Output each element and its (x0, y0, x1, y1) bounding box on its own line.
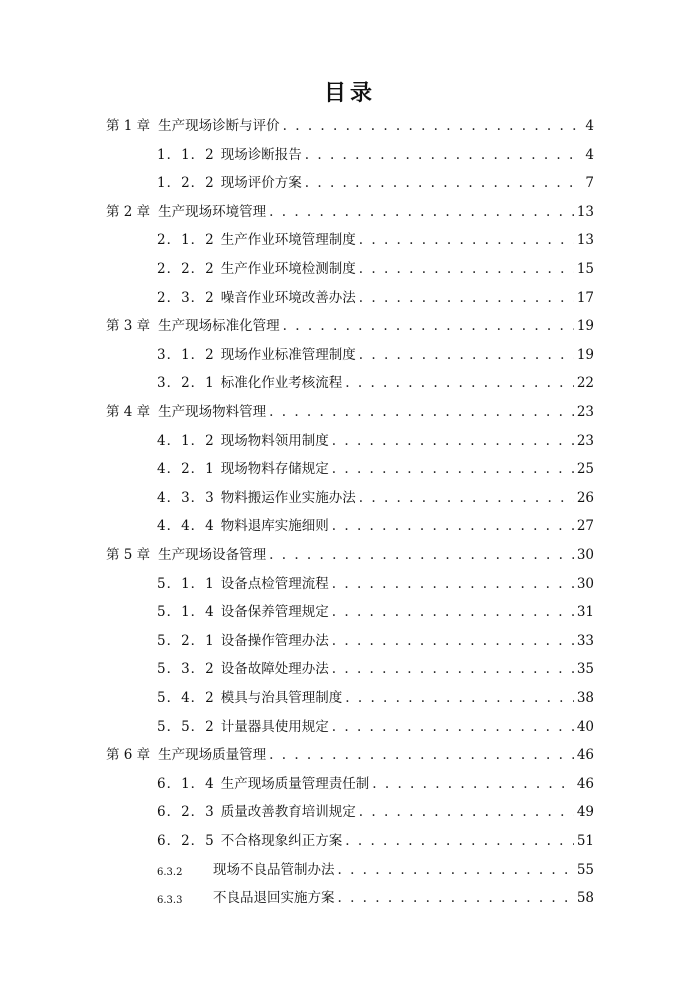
toc-page-number: 30 (576, 575, 594, 592)
toc-entry-title: 生产现场诊断与评价 (158, 118, 280, 134)
toc-leader-dots (269, 404, 574, 420)
toc-entry-number: 3．2．1 (157, 375, 215, 392)
toc-page-number: 58 (576, 890, 594, 907)
toc-entry-number: 第 4 章 (106, 404, 151, 420)
toc-chapter-entry[interactable] (0, 112, 700, 134)
toc-section-entry[interactable] (0, 856, 700, 878)
toc-leader-dots (359, 261, 574, 277)
toc-entry-number: 第 1 章 (106, 118, 151, 134)
toc-entry-title: 物料搬运作业实施办法 (220, 489, 356, 506)
toc-entry-number: 6．1．4 (157, 775, 215, 792)
toc-leader-dots (345, 690, 574, 706)
toc-leader-dots (359, 804, 574, 820)
toc-chapter-entry[interactable] (0, 198, 700, 220)
toc-entry-number: 第 5 章 (106, 547, 151, 563)
toc-entry-title: 质量改善教育培训规定 (220, 804, 356, 821)
toc-section-entry[interactable] (0, 169, 700, 191)
toc-entry-title: 现场物料存储规定 (220, 461, 329, 478)
toc-leader-dots (332, 576, 574, 592)
toc-leader-dots (359, 347, 574, 363)
toc-page-number: 4 (585, 118, 594, 134)
toc-section-entry[interactable] (0, 798, 700, 820)
toc-entry-number: 5．2．1 (157, 632, 215, 649)
toc-page-number: 40 (576, 718, 594, 735)
toc-entry-number: 5．1．1 (157, 575, 215, 592)
toc-entry-title: 不合格现象纠正方案 (220, 833, 343, 849)
toc-leader-dots (345, 833, 574, 849)
toc-page-number: 46 (576, 747, 594, 764)
toc-entry-number: 5．4．2 (157, 690, 215, 706)
toc-entry-number: 6．2．5 (157, 833, 215, 849)
toc-section-entry[interactable] (0, 655, 700, 677)
toc-leader-dots (338, 862, 574, 878)
toc-entry-title: 现场物料领用制度 (220, 432, 329, 449)
toc-page-number: 13 (576, 203, 594, 220)
toc-leader-dots (332, 461, 574, 477)
toc-entry-title: 生产现场设备管理 (158, 547, 267, 563)
toc-leader-dots (372, 776, 574, 792)
toc-section-entry[interactable] (0, 226, 700, 248)
toc-leader-dots (283, 318, 574, 334)
toc-page-number: 27 (576, 518, 594, 535)
toc-page-number: 7 (585, 175, 594, 192)
toc-page-number: 30 (576, 547, 594, 563)
toc-chapter-entry[interactable] (0, 312, 700, 334)
toc-page-number: 31 (576, 604, 594, 621)
toc-page-number: 19 (576, 346, 594, 363)
toc-entry-title: 生产现场物料管理 (158, 404, 267, 420)
toc-entry-title: 设备保养管理规定 (220, 604, 329, 621)
toc-section-entry[interactable] (0, 684, 700, 706)
toc-entry-number: 5．5．2 (157, 718, 215, 735)
toc-page-number: 51 (576, 833, 594, 849)
toc-section-entry[interactable] (0, 884, 700, 906)
toc-page-number: 15 (576, 261, 594, 277)
toc-leader-dots (283, 118, 583, 134)
toc-entry-title: 模具与治具管理制度 (220, 690, 343, 706)
toc-entry-number: 第 6 章 (106, 747, 151, 764)
toc-page-number: 23 (576, 432, 594, 449)
toc-leader-dots (359, 490, 574, 506)
toc-entry-number: 1．1．2 (157, 146, 215, 163)
toc-entry-title: 物料退库实施细则 (220, 518, 329, 535)
toc-entry-number: 2．1．2 (157, 232, 215, 249)
toc-leader-dots (345, 375, 574, 391)
toc-entry-number: 5．3．2 (157, 661, 215, 678)
toc-entry-title: 现场不良品管制办法 (213, 861, 335, 878)
toc-section-entry[interactable] (0, 141, 700, 163)
toc-entry-number: 1．2．2 (157, 175, 215, 192)
toc-entry-number: 2．2．2 (157, 261, 215, 277)
toc-chapter-entry[interactable] (0, 398, 700, 420)
toc-leader-dots (269, 547, 574, 563)
toc-leader-dots (305, 147, 583, 163)
toc-leader-dots (305, 175, 583, 191)
toc-title: 目录 (323, 81, 376, 106)
toc-entry-title: 生产现场环境管理 (158, 203, 267, 220)
toc-section-entry[interactable] (0, 484, 700, 506)
toc-entry-title: 标准化作业考核流程 (220, 375, 343, 392)
toc-section-entry[interactable] (0, 255, 700, 277)
toc-entry-title: 不良品退回实施方案 (213, 890, 335, 907)
toc-entry-title: 现场作业标准管理制度 (220, 346, 356, 363)
toc-section-entry[interactable] (0, 284, 700, 306)
toc-page-number: 33 (576, 632, 594, 649)
toc-entry-title: 生产现场标准化管理 (158, 318, 280, 335)
toc-entry-number: 6．2．3 (157, 804, 215, 821)
toc-leader-dots (269, 747, 574, 763)
toc-entry-number: 4．3．3 (157, 489, 215, 506)
toc-section-entry[interactable] (0, 627, 700, 649)
toc-leader-dots (269, 204, 574, 220)
toc-entry-title: 设备操作管理办法 (220, 632, 329, 649)
toc-entry-number: 3．1．2 (157, 346, 215, 363)
toc-page-number: 46 (576, 775, 594, 792)
toc-chapter-entry[interactable] (0, 541, 700, 563)
toc-section-entry[interactable] (0, 713, 700, 735)
toc-page-number: 25 (576, 461, 594, 478)
toc-section-entry[interactable] (0, 427, 700, 449)
toc-entry-number: 2．3．2 (157, 289, 215, 306)
toc-page-number: 49 (576, 804, 594, 821)
toc-entry-number: 4．1．2 (157, 432, 215, 449)
toc-entry-title: 生产现场质量管理 (158, 747, 267, 764)
toc-entry-title: 设备点检管理流程 (220, 575, 329, 592)
toc-leader-dots (332, 633, 574, 649)
toc-page-number: 26 (576, 489, 594, 506)
toc-leader-dots (332, 518, 574, 534)
toc-entry-number: 5．1．4 (157, 604, 215, 621)
toc-entry-title: 现场诊断报告 (220, 146, 302, 163)
toc-entry-title: 生产作业环境检测制度 (220, 261, 356, 277)
toc-entry-title: 计量器具使用规定 (220, 718, 329, 735)
toc-page-number: 13 (576, 232, 594, 249)
toc-entry-number: 6.3.3 (157, 895, 183, 907)
toc-entry-number: 4．2．1 (157, 461, 215, 478)
toc-entry-title: 生产现场质量管理责任制 (220, 775, 370, 792)
toc-chapter-entry[interactable] (0, 741, 700, 763)
toc-page-number: 35 (576, 661, 594, 678)
toc-page-number: 17 (576, 289, 594, 306)
toc-leader-dots (332, 433, 574, 449)
toc-page-number: 23 (576, 404, 594, 420)
toc-page-number: 4 (585, 146, 594, 163)
toc-section-entry[interactable] (0, 827, 700, 849)
toc-leader-dots (332, 604, 574, 620)
toc-page-number: 19 (576, 318, 594, 335)
toc-page-number: 38 (576, 690, 594, 706)
toc-entry-number: 第 2 章 (106, 203, 151, 220)
toc-entry-title: 现场评价方案 (220, 175, 302, 192)
toc-entry-title: 生产作业环境管理制度 (220, 232, 356, 249)
toc-page-number: 22 (576, 375, 594, 392)
toc-entry-title: 设备故障处理办法 (220, 661, 329, 678)
toc-section-entry[interactable] (0, 341, 700, 363)
toc-entry-number: 4．4．4 (157, 518, 215, 535)
toc-leader-dots (332, 661, 574, 677)
toc-leader-dots (338, 890, 574, 906)
toc-section-entry[interactable] (0, 770, 700, 792)
toc-section-entry[interactable] (0, 455, 700, 477)
toc-section-entry[interactable] (0, 369, 700, 391)
toc-leader-dots (332, 719, 574, 735)
toc-entry-number: 第 3 章 (106, 318, 151, 335)
toc-page-number: 55 (576, 861, 594, 878)
toc-section-entry[interactable] (0, 512, 700, 534)
toc-entry-number: 6.3.2 (157, 866, 183, 878)
toc-leader-dots (359, 290, 574, 306)
toc-section-entry[interactable] (0, 570, 700, 592)
toc-section-entry[interactable] (0, 598, 700, 620)
toc-leader-dots (359, 232, 574, 248)
toc-entry-title: 噪音作业环境改善办法 (220, 289, 356, 306)
